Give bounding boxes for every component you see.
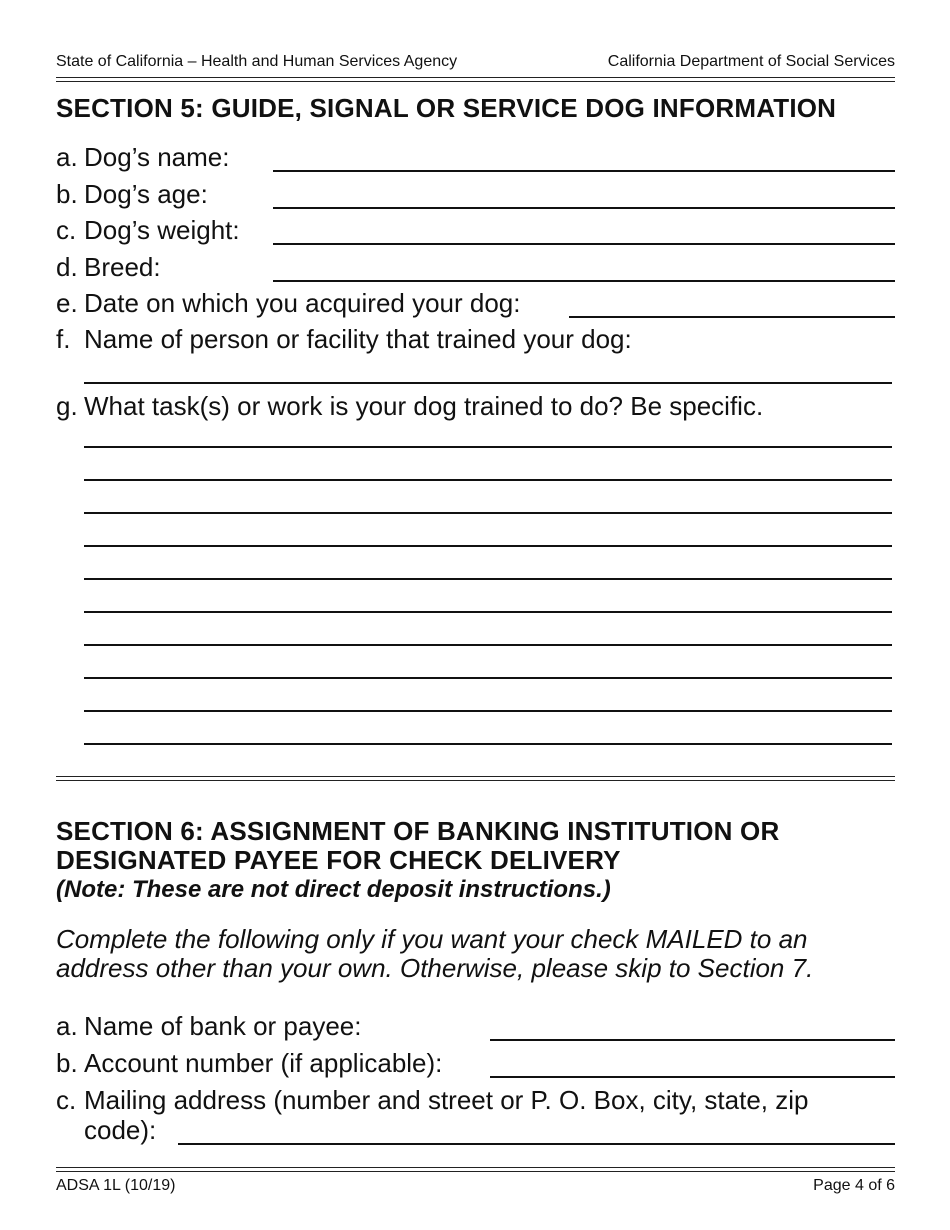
dog-name-field[interactable] — [273, 170, 895, 172]
header-department: California Department of Social Services — [607, 53, 895, 70]
footer-rule-2 — [56, 1171, 895, 1172]
footer-rule — [56, 1167, 895, 1168]
section6-instructions-line2: address other than your own. Otherwise, please skip to Section 7. — [56, 953, 814, 983]
tasks-field-line[interactable] — [84, 644, 892, 646]
dog-weight-label: Dog’s weight: — [84, 215, 240, 245]
dog-weight-row — [56, 215, 895, 249]
account-number-label: Account number (if applicable): — [84, 1048, 443, 1078]
tasks-field-line[interactable] — [84, 677, 892, 679]
section6-title-line1: SECTION 6: ASSIGNMENT OF BANKING INSTITUTION OR — [56, 816, 780, 846]
trainer-row — [56, 324, 895, 358]
tasks-field-line[interactable] — [84, 512, 892, 514]
dog-name-row — [56, 142, 895, 176]
breed-label: Breed: — [84, 252, 161, 282]
header-agency: State of California – Health and Human Services Agency — [56, 53, 458, 70]
section5-title: SECTION 5: GUIDE, SIGNAL OR SERVICE DOG INFORMATION — [56, 93, 837, 123]
breed-field[interactable] — [273, 280, 895, 282]
tasks-field-line[interactable] — [84, 710, 892, 712]
date-acquired-field[interactable] — [569, 316, 895, 318]
mailing-address-label: Mailing address (number and street or P. O. Box, city, state, zip — [84, 1085, 809, 1115]
bank-name-row — [56, 1011, 895, 1045]
item-letter: b. — [56, 179, 78, 209]
section6-note: (Note: These are not direct deposit instructions.) — [56, 876, 611, 903]
dog-weight-field[interactable] — [273, 243, 895, 245]
mailing-address-row-2 — [56, 1115, 895, 1149]
dog-name-label: Dog’s name: — [84, 142, 230, 172]
item-letter: c. — [56, 215, 77, 245]
tasks-field-line[interactable] — [84, 743, 892, 745]
dog-age-field[interactable] — [273, 207, 895, 209]
account-number-field[interactable] — [490, 1076, 895, 1078]
bank-name-field[interactable] — [490, 1039, 895, 1041]
trainer-field[interactable] — [84, 382, 892, 384]
tasks-row — [56, 391, 895, 425]
mailing-address-row — [56, 1085, 895, 1119]
item-letter: a. — [56, 142, 78, 172]
tasks-field-line[interactable] — [84, 545, 892, 547]
item-letter: a. — [56, 1011, 78, 1041]
tasks-field-line[interactable] — [84, 446, 892, 448]
item-letter: c. — [56, 1085, 77, 1115]
bank-name-label: Name of bank or payee: — [84, 1011, 362, 1041]
tasks-field-line[interactable] — [84, 611, 892, 613]
tasks-field-line[interactable] — [84, 479, 892, 481]
tasks-field-line[interactable] — [84, 578, 892, 580]
dog-age-label: Dog’s age: — [84, 179, 208, 209]
tasks-label: What task(s) or work is your dog trained to do? Be specific. — [84, 391, 764, 421]
item-letter: g. — [56, 391, 78, 421]
section6-title-line2: DESIGNATED PAYEE FOR CHECK DELIVERY — [56, 845, 621, 875]
date-acquired-label: Date on which you acquired your dog: — [84, 288, 521, 318]
header-rule — [56, 77, 895, 78]
header-rule-2 — [56, 81, 895, 82]
mailing-address-label-cont: code): — [84, 1115, 157, 1145]
section-divider-2 — [56, 780, 895, 781]
trainer-label: Name of person or facility that trained your dog: — [84, 324, 632, 354]
dog-age-row — [56, 179, 895, 213]
section-divider — [56, 776, 895, 777]
item-letter: f. — [56, 324, 71, 354]
date-acquired-row — [56, 288, 895, 322]
page-number: Page 4 of 6 — [813, 1177, 895, 1194]
account-number-row — [56, 1048, 895, 1082]
breed-row — [56, 252, 895, 286]
form-number: ADSA 1L (10/19) — [56, 1177, 176, 1194]
section6-instructions-line1: Complete the following only if you want your check MAILED to an — [56, 924, 808, 954]
item-letter: b. — [56, 1048, 78, 1078]
item-letter: e. — [56, 288, 78, 318]
item-letter: d. — [56, 252, 78, 282]
mailing-address-field[interactable] — [178, 1143, 895, 1145]
